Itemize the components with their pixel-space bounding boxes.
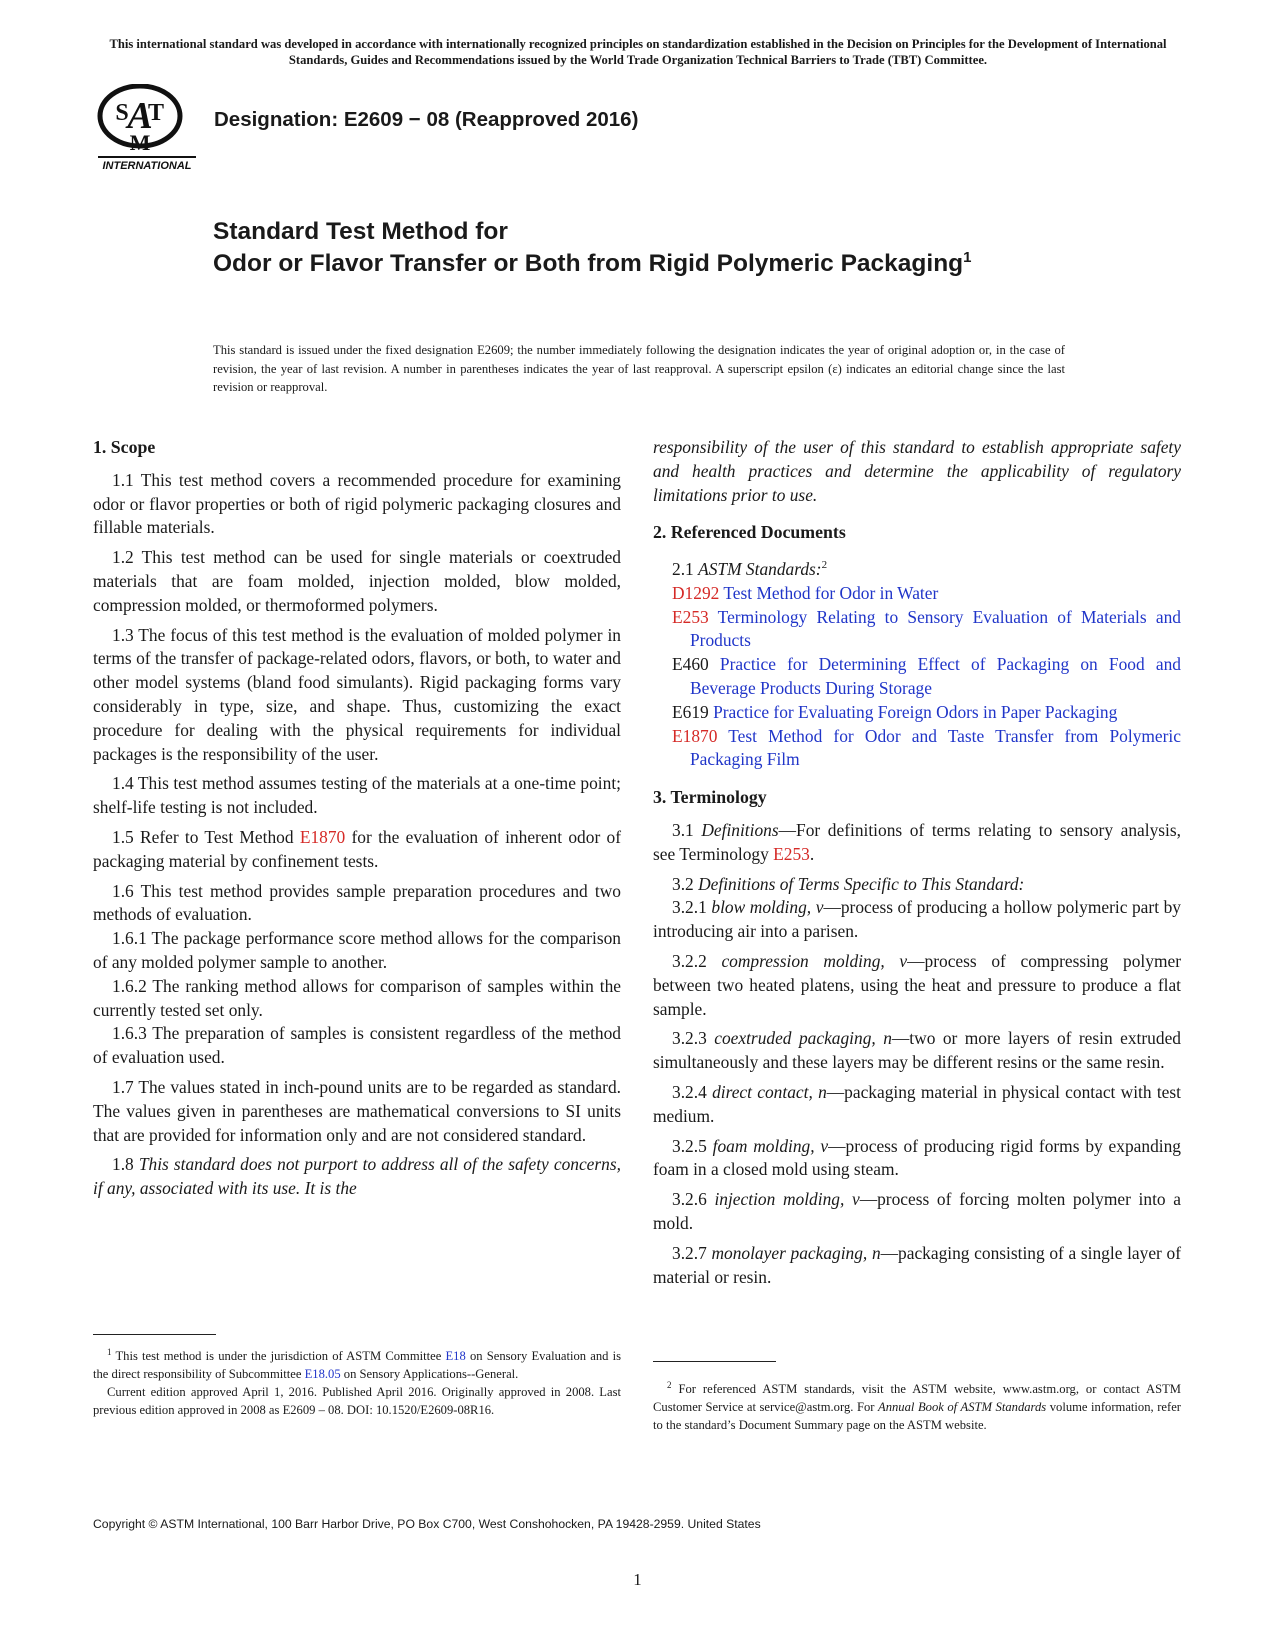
footnote-2-text: $^2$ For referenced ASTM standards, visit the ASTM website, www.astm.org, or contact ASTM Customer Service at service@astm.org. For Annual Book of ASTM Standards volume information, refer to the standard’s Document Summary page on the ASTM website. [653,1380,1181,1433]
paragraph-1-3: 1.3 The focus of this test method is the evaluation of molded polymer in terms of the transfer of package-related odors, flavors, or both, to water and other model systems (bland food simulants). Rigid packaging forms vary considerably in type, size, and shape. Thus, customizing the exact procedure for dealing with the physical requirements for individual packages is the responsibility of the user. [93,624,621,764]
paragraph-1-5: 1.5 Refer to Test Method E1870 for the evaluation of inherent odor of packaging material by confinement tests. [93,826,622,871]
definition: 3.2.4 direct contact, n—packaging material in physical contact with test medium. [653,1081,1181,1126]
svg-text:T: T [147,100,165,126]
footnote-divider [653,1361,776,1362]
footnote-divider [93,1334,216,1335]
document-title [213,216,1113,280]
ref-item [653,725,1181,773]
paragraph-2-1: 2.1 ASTM Standards:$^2$ [672,558,828,579]
footnote-1-text: $^1$ This test method is under the jurisdiction of ASTM Committee E18 on Sensory Evaluation and is the direct responsibility of Subcommittee E18.05 on Sensory Applications--General. [93,1347,621,1382]
link-e18-05[interactable]: E18.05 [304,1367,341,1382]
svg-text:S: S [115,100,129,126]
paragraph-1-6-2: 1.6.2 The ranking method allows for comparison of samples within the currently tested set only. [93,975,621,1020]
ref-title-link[interactable]: Practice for Evaluating Foreign Odors in Paper Packaging [713,701,1118,722]
ref-title-link[interactable]: Practice for Determining Effect of Packaging on Food and Beverage Products During Storage [690,654,1181,698]
svg-text:M: M [129,130,151,155]
footnote-1 [93,1334,621,1419]
copyright-notice: Copyright © ASTM International, 100 Barr Harbor Drive, PO Box C700, West Conshohocken, PA 19428-2959. United States [93,1517,761,1531]
paragraph-1-6: 1.6 This test method provides sample preparation procedures and two methods of evaluation. [93,880,621,925]
paragraph-1-8-continued: responsibility of the user of this standard to establish appropriate safety and health practices and determine the applicability of regulatory limitations prior to use. [653,437,1181,505]
definition: 3.2.6 injection molding, v—process of forcing molten polymer into a mold. [653,1189,1181,1233]
section-heading-scope: 1. Scope [93,437,156,457]
svg-text:INTERNATIONAL: INTERNATIONAL [102,160,192,172]
paragraph-1-2: 1.2 This test method can be used for single materials or coextruded materials that are foam molded, injection molded, blow molded, compression molded, or thermoformed polymers. [93,547,621,615]
left-column [93,436,621,1207]
paragraph-1-4: 1.4 This test method assumes testing of the materials at a one-time point; shelf-life testing is not included. [93,773,621,818]
section-heading-terminology: 3. Terminology [653,787,767,808]
paragraph-1-1: 1.1 This test method covers a recommended procedure for examining odor or flavor properties or both of rigid polymeric packaging closures and fillable materials. [93,469,621,538]
ref-code-link[interactable]: D1292 [672,582,720,603]
ref-item [653,606,1181,654]
paragraph-1-6-1: 1.6.1 The package performance score method allows for the comparison of any molded polymer sample to another. [93,928,621,972]
footnote-1-edition: Current edition approved April 1, 2016. Published April 2016. Originally approved in 2008. Last previous edition approved in 2008 as E2609 – 08. DOI: 10.1520/E2609-08R16. [93,1385,621,1418]
definition: 3.2.2 compression molding, v—process of compressing polymer between two heated platens, using the heat and pressure to produce a flat sample. [653,950,1181,1019]
ref-item [653,701,1181,725]
link-e1870[interactable]: E1870 [299,826,346,847]
section-heading-referenced-documents: 2. Referenced Documents [653,522,846,543]
paragraph-1-6-3: 1.6.3 The preparation of samples is consistent regardless of the method of evaluation used. [93,1023,621,1068]
ref-title-link[interactable]: Test Method for Odor and Taste Transfer from Polymeric Packaging Film [690,725,1181,770]
ref-code-link[interactable]: E253 [672,606,709,627]
svg-text:A: A [127,95,153,137]
title-line-1: Standard Test Method for [213,218,508,245]
ref-item [653,653,1181,701]
definition: 3.2.1 blow molding, v—process of producing a hollow polymeric part by introducing air into a parisen. [653,897,1181,942]
designation: Designation: E2609 − 08 (Reapproved 2016) [214,108,639,131]
ref-code: E460 [672,654,709,675]
link-e253[interactable]: E253 [773,843,810,864]
international-standard-note: This international standard was developed in accordance with internationally recognized principles on standardization established in the Decision on Principles for the Development of International Standards, Guides and Recommendations issued by the World Trade Organization Technical Barriers to Trade (TBT) Committee. [109,37,1167,67]
link-e18[interactable]: E18 [445,1349,466,1364]
paragraph-3-2: 3.2 Definitions of Terms Specific to This Standard: [672,873,1025,894]
ref-title-link[interactable]: Test Method for Odor in Water [723,582,939,603]
definition: 3.2.3 coextruded packaging, n—two or more layers of resin extruded simultaneously and these layers may be different resins or the same resin. [653,1028,1181,1073]
footnote-2 [653,1361,1181,1434]
astm-logo [92,84,202,176]
right-column [653,436,1181,1295]
ref-title-link[interactable]: Terminology Relating to Sensory Evaluation of Materials and Products [690,606,1181,651]
issued-note: This standard is issued under the fixed designation E2609; the number immediately following the designation indicates the year of original adoption or, in the case of revision, the year of last revision. A number in parentheses indicates the year of last reapproval. A superscript epsilon (ε) indicates an editorial change since the last revision or reapproval. [213,343,1065,394]
ref-code-link[interactable]: E1870 [672,725,718,746]
paragraph-1-8: 1.8 This standard does not purport to address all of the safety concerns, if any, associated with its use. It is the [93,1154,621,1199]
definition: 3.2.7 monolayer packaging, n—packaging consisting of a single layer of material or resin. [653,1242,1181,1287]
definition: 3.2.5 foam molding, v—process of producing rigid forms by expanding foam in a closed mold using steam. [653,1135,1181,1180]
paragraph-3-1: 3.1 Definitions—For definitions of terms relating to sensory analysis, see Terminology E253. [653,819,1182,864]
page-number: 1 [633,1570,642,1589]
astm-logo-icon [92,84,202,176]
ref-code: E619 [672,701,709,722]
ref-item [653,582,1181,606]
title-line-2: Odor or Flavor Transfer or Both from Rigid Polymeric Packaging$^1$ [213,248,972,277]
paragraph-1-7: 1.7 The values stated in inch-pound units are to be regarded as standard. The values given in parentheses are mathematical conversions to SI units that are provided for information only and are not considered standard. [93,1076,621,1145]
title-footnote-mark: 1 [963,248,972,266]
